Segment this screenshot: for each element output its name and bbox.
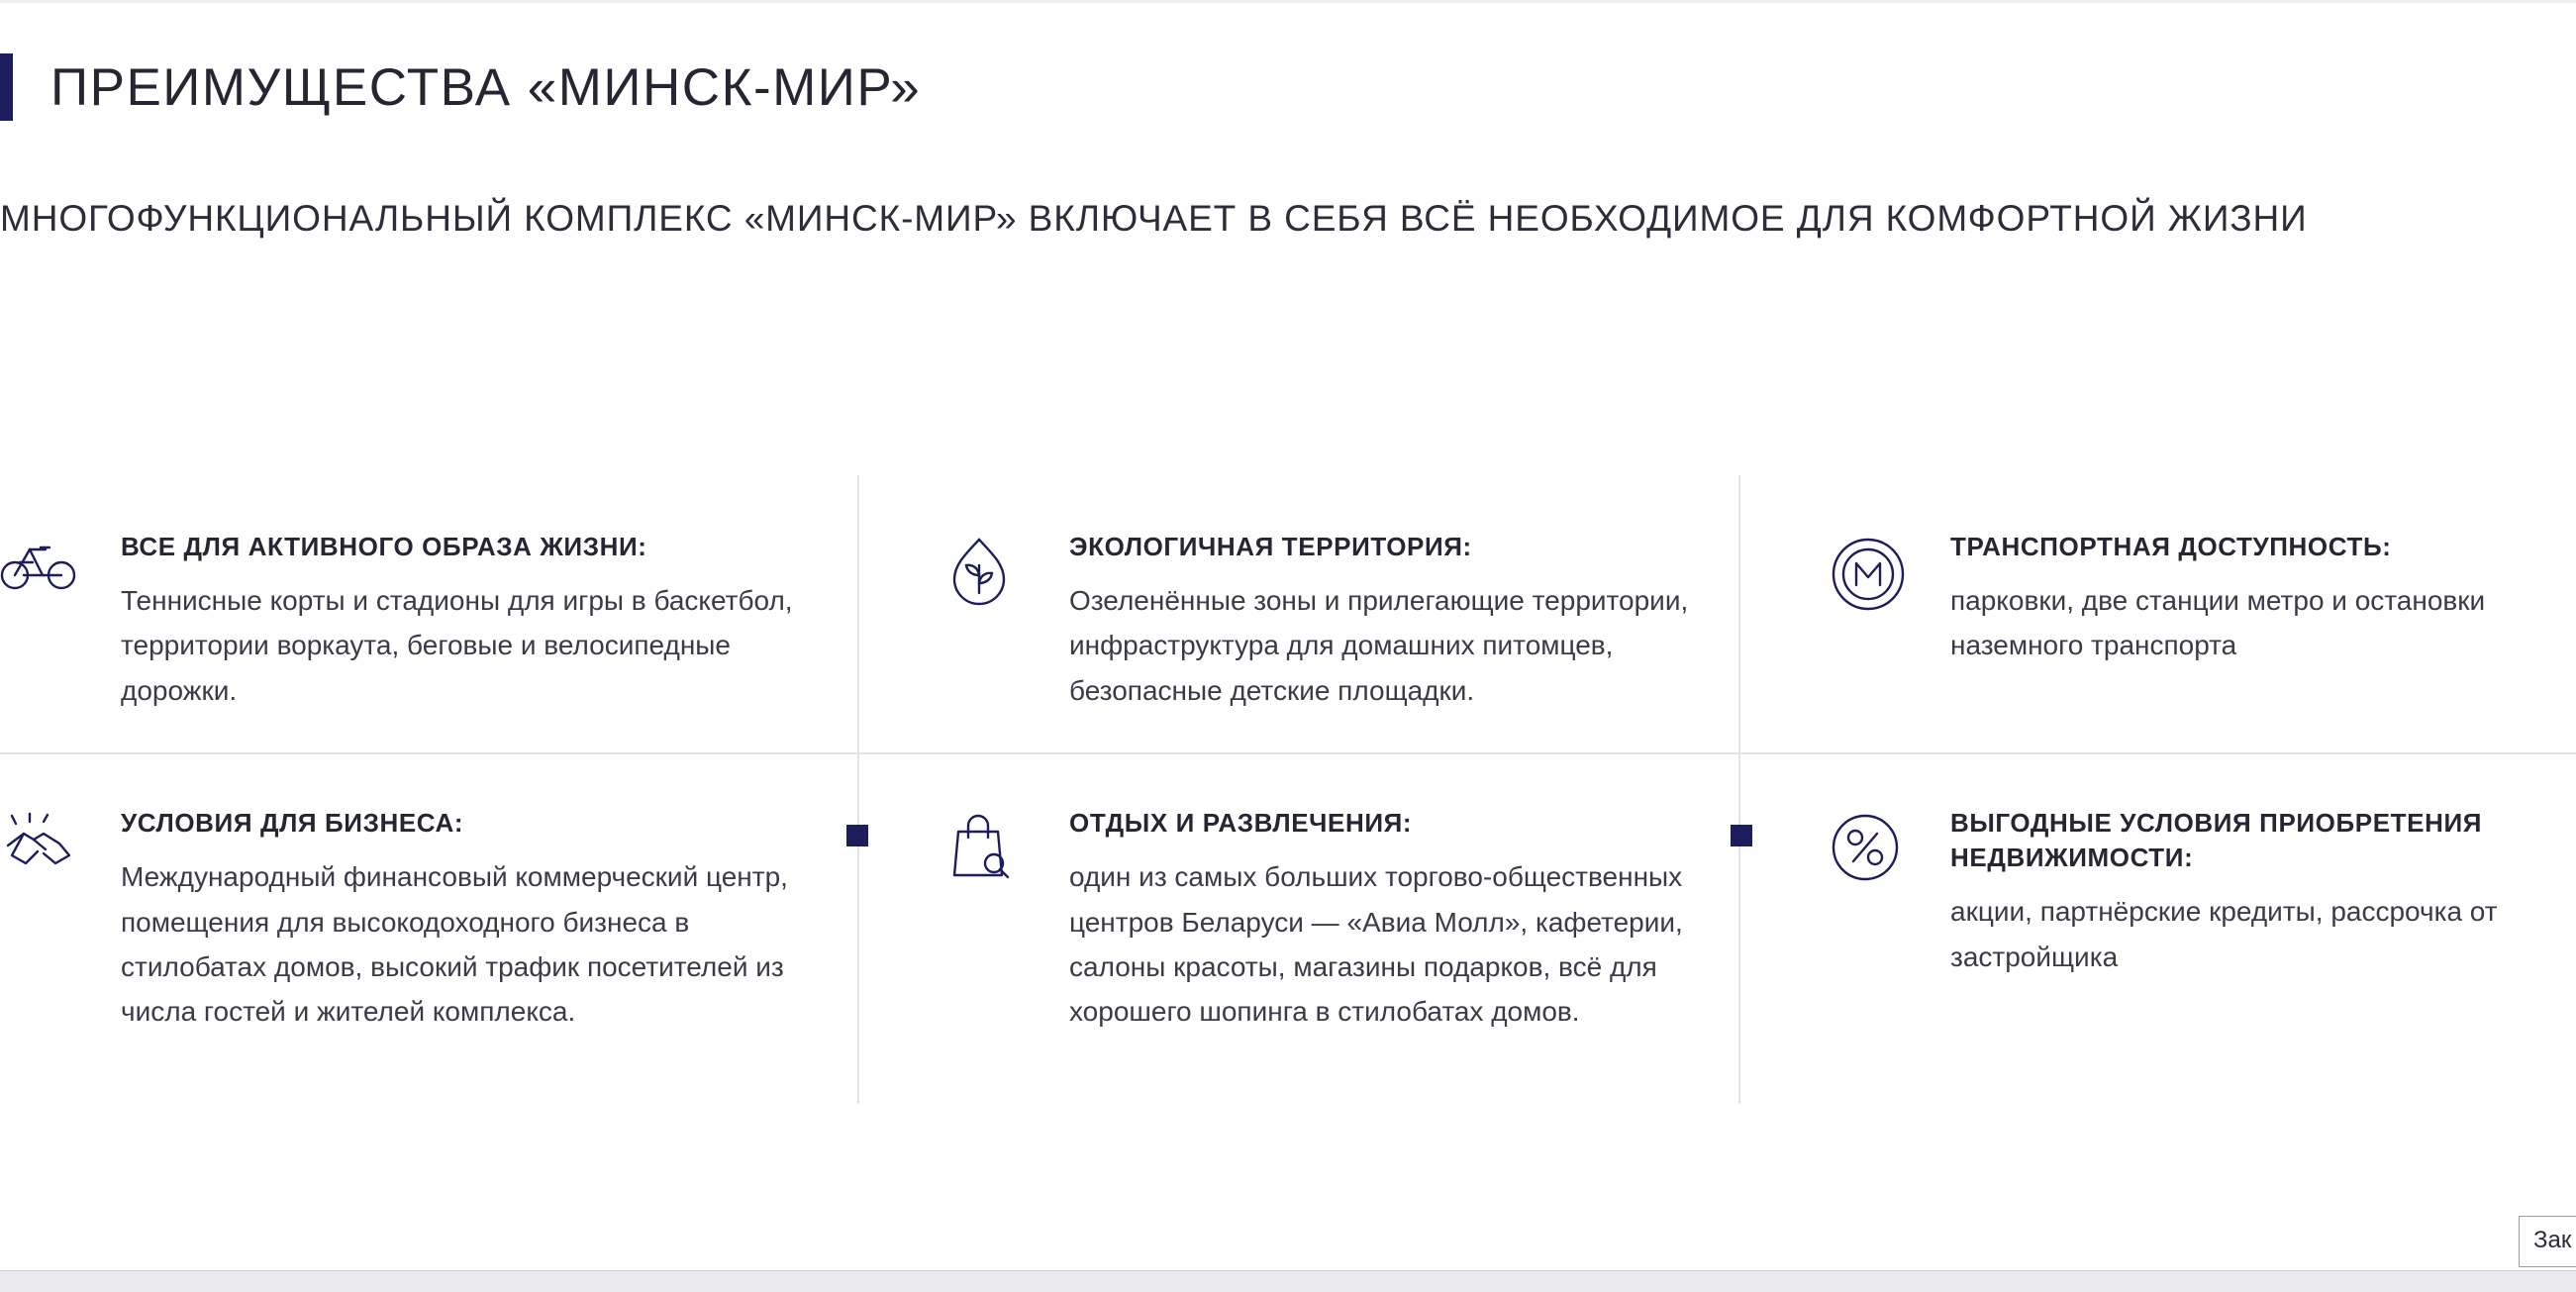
advantage-title: ЭКОЛОГИЧНАЯ ТЕРРИТОРИЯ:: [1069, 532, 1472, 561]
advantage-title: ВЫГОДНЫЕ УСЛОВИЯ ПРИОБРЕТЕНИЯ НЕДВИЖИМОСТИ:: [1950, 808, 2483, 873]
eco-leaf-icon: [948, 536, 1047, 713]
advantage-body: акции, партнёрские кредиты, рассрочка от застройщика: [1950, 896, 2498, 972]
advantage-text: [121, 806, 818, 1035]
advantage-card: [0, 754, 857, 1104]
shopping-bag-icon: [948, 812, 1047, 1035]
advantage-card: [1738, 754, 2576, 1104]
title-accent-bar: [0, 53, 13, 121]
advantage-body: один из самых больших торгово-общественных центров Беларуси — «Авиа Молл», кафетерии, салоны красоты, магазины подарков, всё для хорошего шопинга в стилобатах домов.: [1069, 861, 1683, 1028]
divider-marker: [846, 825, 868, 846]
advantage-body: Теннисные корты и стадионы для игры в баскетбол, территории воркаута, беговые и велосипедные дорожки.: [121, 585, 793, 706]
top-hairline: [0, 0, 2576, 3]
advantage-body: Озеленённые зоны и прилегающие территории, инфраструктура для домашних питомцев, безопасные детские площадки.: [1069, 585, 1689, 706]
advantage-text: [1950, 530, 2536, 713]
callback-button[interactable]: Зак: [2519, 1216, 2576, 1267]
advantage-body: парковки, две станции метро и остановки наземного транспорта: [1950, 585, 2486, 661]
advantage-body: Международный финансовый коммерческий центр, помещения для высокодоходного бизнеса в стилобатах домов, высокий трафик посетителей из числа гостей и жителей комплекса.: [121, 861, 788, 1028]
advantage-title: ВСЕ ДЛЯ АКТИВНОГО ОБРАЗА ЖИЗНИ:: [121, 532, 647, 561]
handshake-icon: [0, 812, 99, 1035]
divider-marker: [1731, 825, 1752, 846]
metro-icon: [1830, 536, 1929, 713]
advantages-row-bottom: [0, 754, 2576, 1104]
page-title-row: [0, 22, 2576, 152]
advantage-text: [1950, 806, 2536, 1035]
bicycle-icon: [0, 536, 99, 713]
advantage-title: УСЛОВИЯ ДЛЯ БИЗНЕСА:: [121, 808, 464, 839]
advantage-card: [0, 475, 857, 752]
advantage-card: [857, 754, 1738, 1104]
advantages-grid: [0, 475, 2576, 1104]
advantage-title: ОТДЫХ И РАЗВЛЕЧЕНИЯ:: [1069, 808, 1413, 839]
advantage-card: [857, 475, 1738, 752]
advantages-row-top: [0, 475, 2576, 754]
bottom-strip: [0, 1270, 2576, 1292]
advantage-text: [1069, 530, 1699, 713]
page-subtitle: МНОГОФУНКЦИОНАЛЬНЫЙ КОМПЛЕКС «МИНСК-МИР» ВКЛЮЧАЕТ В СЕБЯ ВСЁ НЕОБХОДИМОЕ ДЛЯ КОМФОРТНОЙ ЖИЗНИ: [0, 198, 2308, 239]
advantage-text: [121, 530, 818, 713]
advantage-title: ТРАНСПОРТНАЯ ДОСТУПНОСТЬ:: [1950, 532, 2392, 561]
page-title: ПРЕИМУЩЕСТВА «МИНСК-МИР»: [50, 57, 922, 117]
advantage-text: [1069, 806, 1699, 1035]
percent-icon: [1830, 812, 1929, 1035]
advantage-card: [1738, 475, 2576, 752]
